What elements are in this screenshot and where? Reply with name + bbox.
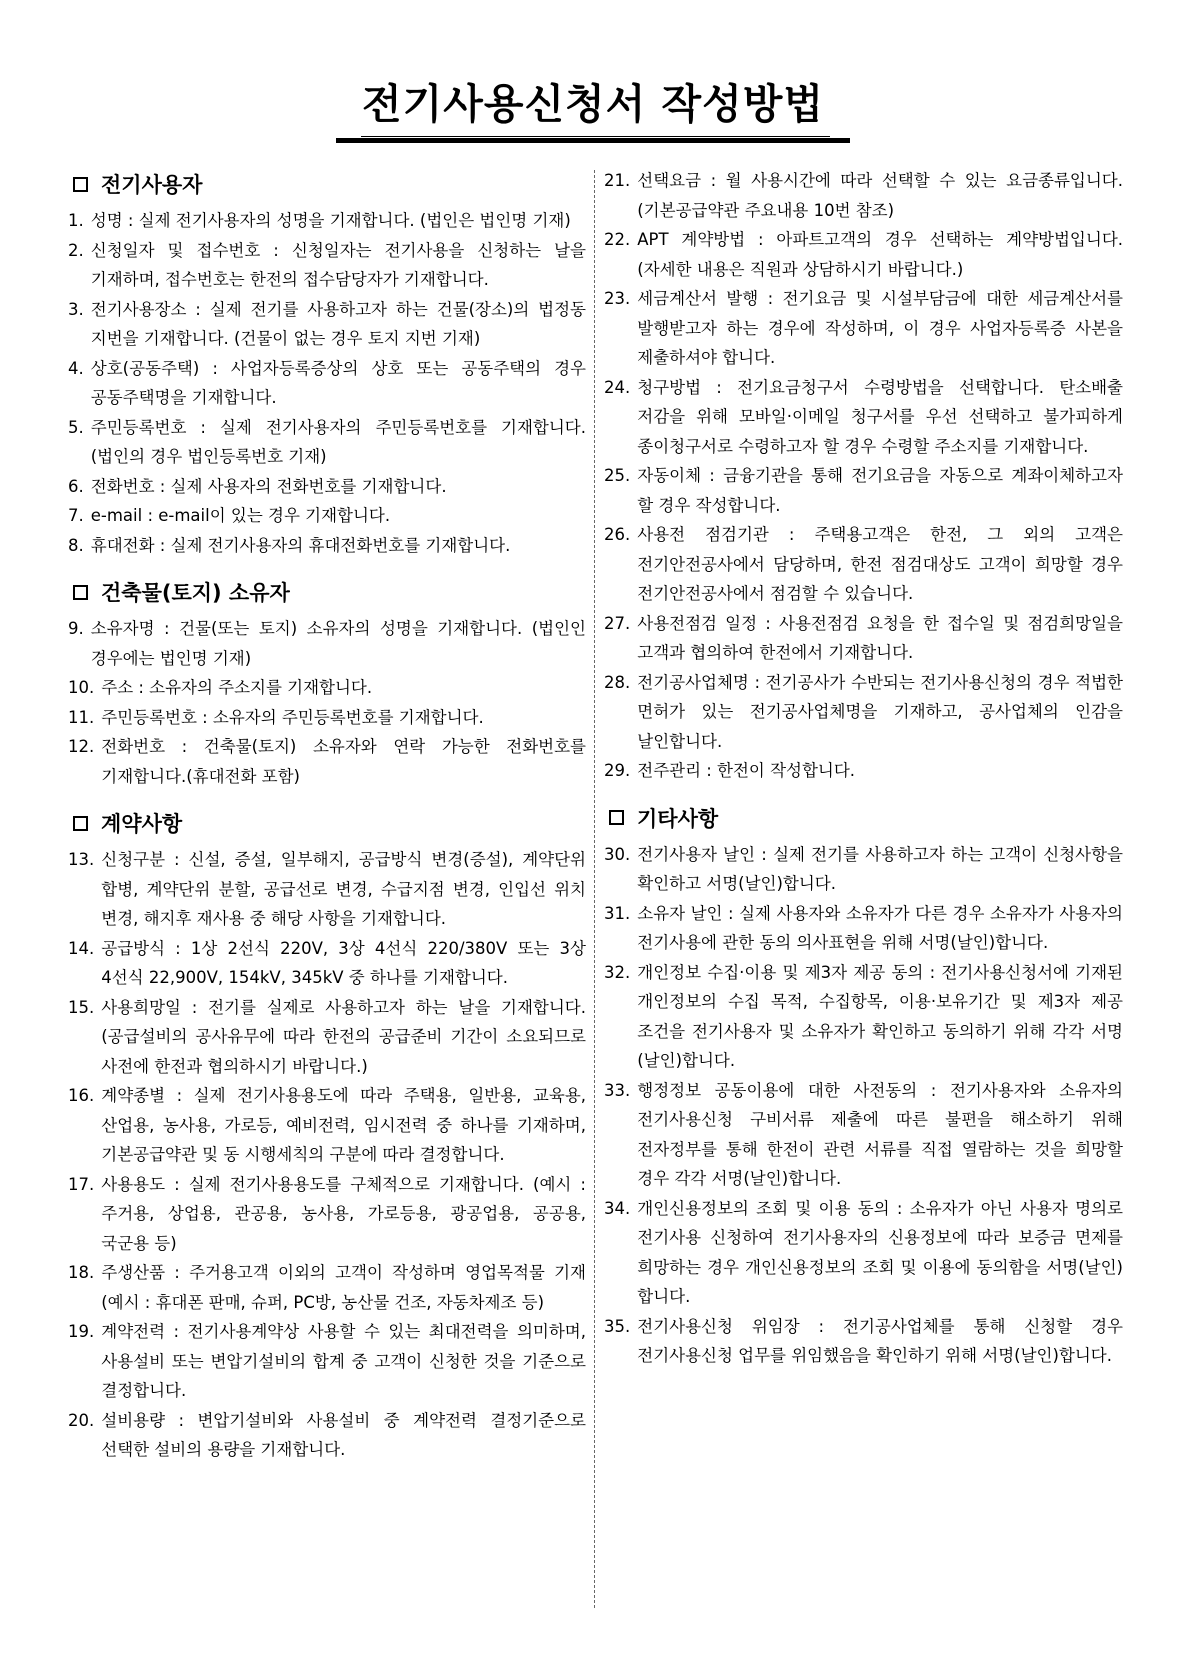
item-number: 17. — [68, 1174, 95, 1194]
list-item — [68, 1258, 586, 1317]
item-number: 25. — [604, 466, 631, 485]
document-title-wrap — [0, 78, 1186, 143]
item-text: 주민등록번호 : 소유자의 주민등록번호를 기재합니다. — [101, 707, 484, 727]
list-item — [68, 206, 586, 236]
item-number: 13. — [68, 850, 95, 869]
list-item — [604, 284, 1123, 373]
item-text: 청구방법 : 전기요금청구서 수령방법을 선택합니다. 탄소배출 저감을 위해 모바일·이메일 청구서를 우선 선택하고 불가피하게 종이청구서로 수령하고자 할 경우 수령할 주소지를 기재합니다. — [637, 377, 1123, 456]
item-text: 소유자 날인 : 실제 사용자와 소유자가 다른 경우 소유자가 사용자의 전기사용에 관한 동의 의사표현을 위해 서명(날인)합니다. — [637, 903, 1123, 952]
item-number: 28. — [604, 672, 631, 692]
list-item — [604, 1194, 1123, 1312]
item-text: 주생산품 : 주거용고객 이외의 고객이 작성하며 영업목적물 기재 (예시 : 휴대폰 판매, 슈퍼, PC방, 농산물 건조, 자동차제조 등) — [101, 1263, 586, 1312]
item-number: 15. — [68, 997, 95, 1017]
section-contract-items-right — [604, 166, 1123, 786]
section-owner-items — [68, 614, 586, 791]
title-underline — [361, 136, 830, 137]
list-item — [604, 1312, 1123, 1371]
item-text: 자동이체 : 금융기관을 통해 전기요금을 자동으로 계좌이체하고자 할 경우 작성합니다. — [637, 466, 1123, 515]
item-text: 전기사용장소 : 실제 전기를 사용하고자 하는 건물(장소)의 법정동 지번을 기재합니다. (건물이 없는 경우 토지 지번 기재) — [90, 299, 586, 348]
section-owner-heading — [68, 574, 586, 610]
list-item — [68, 472, 586, 502]
item-number: 14. — [68, 938, 95, 958]
item-text: 상호(공동주택) : 사업자등록증상의 상호 또는 공동주택의 경우 공동주택명을 기재합니다. — [90, 358, 586, 407]
item-text: 주민등록번호 : 실제 전기사용자의 주민등록번호를 기재합니다. (법인의 경우 법인등록번호 기재) — [90, 417, 586, 466]
item-number: 5. — [68, 417, 84, 437]
list-item — [68, 673, 586, 703]
item-text: 사용용도 : 실제 전기사용용도를 구체적으로 기재합니다. (예시 : 주거용, 상업용, 관공용, 농사용, 가로등용, 광공업용, 공공용, 국군용 등) — [101, 1174, 586, 1253]
list-item — [604, 166, 1123, 225]
item-text: 세금계산서 발행 : 전기요금 및 시설부담금에 대한 세금계산서를 발행받고자 하는 경우에 작성하며, 이 경우 사업자등록증 사본을 제출하셔야 합니다. — [637, 289, 1123, 367]
item-number: 6. — [68, 476, 84, 496]
item-text: 신청일자 및 접수번호 : 신청일자는 전기사용을 신청하는 날을 기재하며, 접수번호는 한전의 접수담당자가 기재합니다. — [90, 240, 586, 289]
item-text: 전화번호 : 건축물(토지) 소유자와 연락 가능한 전화번호를 기재합니다.(휴대전화 포함) — [101, 737, 586, 786]
list-item — [68, 1170, 586, 1259]
section-user-items — [68, 206, 586, 560]
left-column — [68, 166, 586, 1479]
list-item — [68, 354, 586, 413]
item-text: 계약전력 : 전기사용계약상 사용할 수 있는 최대전력을 의미하며, 사용설비 또는 변압기설비의 합계 중 고객이 신청한 것을 기준으로 결정합니다. — [101, 1322, 586, 1400]
item-text: 전기사용신청 위임장 : 전기공사업체를 통해 신청할 경우 전기사용신청 업무를 위임했음을 확인하기 위해 서명(날인)합니다. — [637, 1316, 1123, 1365]
section-user — [68, 166, 586, 560]
list-item — [68, 236, 586, 295]
section-heading-text: 건축물(토지) 소유자 — [101, 581, 290, 605]
item-text: 전주관리 : 한전이 작성합니다. — [637, 761, 856, 780]
item-number: 33. — [604, 1080, 631, 1100]
item-text: 전화번호 : 실제 사용자의 전화번호를 기재합니다. — [90, 476, 447, 496]
list-item — [68, 703, 586, 733]
item-number: 34. — [604, 1198, 631, 1218]
section-owner — [68, 574, 586, 791]
item-text: 설비용량 : 변압기설비와 사용설비 중 계약전력 결정기준으로 선택한 설비의 용량을 기재합니다. — [101, 1410, 586, 1459]
section-contract — [68, 805, 586, 1465]
section-contract-continued — [604, 166, 1123, 786]
item-number: 7. — [68, 506, 84, 525]
item-number: 4. — [68, 358, 84, 378]
list-item — [68, 1317, 586, 1406]
list-item — [68, 1406, 586, 1465]
item-text: 전기공사업체명 : 전기공사가 수반되는 전기사용신청의 경우 적법한 면허가 있는 전기공사업체명을 기재하고, 공사업체의 인감을 날인합니다. — [637, 672, 1123, 751]
item-text: 공급방식 : 1상 2선식 220V, 3상 4선식 220/380V 또는 3상 4선식 22,900V, 154kV, 345kV 중 하나를 기재합니다. — [101, 938, 586, 987]
list-item — [68, 845, 586, 934]
item-number: 1. — [68, 211, 84, 230]
section-contract-heading — [68, 805, 586, 841]
list-item — [604, 609, 1123, 668]
right-column — [604, 166, 1123, 1385]
list-item — [604, 461, 1123, 520]
section-other-heading — [604, 800, 1123, 836]
item-number: 29. — [604, 761, 631, 780]
item-number: 20. — [68, 1410, 95, 1430]
item-number: 19. — [68, 1322, 95, 1341]
item-text: 휴대전화 : 실제 전기사용자의 휴대전화번호를 기재합니다. — [90, 535, 511, 555]
checkbox-square-icon — [73, 177, 88, 192]
list-item — [68, 413, 586, 472]
item-text: 선택요금 : 월 사용시간에 따라 선택할 수 있는 요금종류입니다. (기본공급약관 주요내용 10번 참조) — [637, 171, 1123, 220]
list-item — [68, 1081, 586, 1170]
section-user-heading — [68, 166, 586, 202]
item-number: 8. — [68, 535, 84, 555]
checkbox-square-icon — [73, 816, 88, 831]
list-item — [68, 732, 586, 791]
item-number: 12. — [68, 737, 95, 756]
item-number: 35. — [604, 1316, 631, 1336]
section-contract-items-left — [68, 845, 586, 1465]
section-other-items — [604, 840, 1123, 1371]
list-item — [604, 756, 1123, 786]
item-text: 사용전점검 일정 : 사용전점검 요청을 한 접수일 및 점검희망일을 고객과 협의하여 한전에서 기재합니다. — [637, 613, 1123, 662]
item-text: 소유자명 : 건물(또는 토지) 소유자의 성명을 기재합니다. (법인인 경우에는 법인명 기재) — [90, 619, 586, 668]
item-number: 9. — [68, 619, 84, 638]
section-heading-text: 기타사항 — [637, 806, 719, 831]
item-text: 사용희망일 : 전기를 실제로 사용하고자 하는 날을 기재합니다. (공급설비의 공사유무에 따라 한전의 공급준비 기간이 소요되므로 사전에 한전과 협의하시기 바랍니다.) — [101, 997, 586, 1076]
item-text: 계약종별 : 실제 전기사용용도에 따라 주택용, 일반용, 교육용, 산업용, 농사용, 가로등, 예비전력, 임시전력 중 하나를 기재하며, 기본공급약관 및 동 시행세칙의 구분에 따라 결정합니다. — [101, 1086, 586, 1164]
item-number: 18. — [68, 1263, 95, 1282]
item-number: 26. — [604, 525, 631, 544]
column-divider — [594, 170, 595, 1608]
list-item — [604, 668, 1123, 757]
item-number: 10. — [68, 678, 95, 697]
item-number: 31. — [604, 903, 631, 923]
list-item — [604, 373, 1123, 462]
list-item — [604, 840, 1123, 899]
item-text: e-mail : e-mail이 있는 경우 기재합니다. — [90, 506, 391, 525]
item-text: 성명 : 실제 전기사용자의 성명을 기재합니다. (법인은 법인명 기재) — [90, 211, 571, 230]
list-item — [68, 531, 586, 561]
item-text: 신청구분 : 신설, 증설, 일부해지, 공급방식 변경(증설), 계약단위 합병, 계약단위 분할, 공급선로 변경, 수급지점 변경, 인입선 위치 변경, 해지후 재사용 중 해당 사항을 기재합니다. — [101, 850, 586, 928]
section-heading-text: 전기사용자 — [101, 173, 203, 197]
list-item — [604, 225, 1123, 284]
item-text: 개인정보 수집·이용 및 제3자 제공 동의 : 전기사용신청서에 기재된 개인정보의 수집 목적, 수집항목, 이용·보유기간 및 제3자 제공 조건을 전기사용자 및 소유자가 확인하고 동의하기 위해 각각 서명(날인)합니다. — [637, 962, 1123, 1070]
item-number: 21. — [604, 171, 631, 190]
item-text: 개인신용정보의 조회 및 이용 동의 : 소유자가 아닌 사용자 명의로 전기사용 신청하여 전기사용자의 신용정보에 따라 보증금 면제를 희망하는 경우 개인신용정보의 조회 및 이용에 동의함을 서명(날인)합니다. — [637, 1198, 1123, 1306]
item-text: 주소 : 소유자의 주소지를 기재합니다. — [101, 678, 373, 697]
list-item — [68, 501, 586, 531]
item-number: 16. — [68, 1086, 95, 1105]
item-number: 3. — [68, 299, 84, 319]
item-text: 행정정보 공동이용에 대한 사전동의 : 전기사용자와 소유자의 전기사용신청 구비서류 제출에 따른 불편을 해소하기 위해 전자정부를 통해 한전이 관련 서류를 직접 열람하는 것을 희망할 경우 각각 서명(날인)합니다. — [637, 1080, 1123, 1188]
item-number: 11. — [68, 707, 95, 727]
list-item — [604, 520, 1123, 609]
item-number: 22. — [604, 230, 631, 249]
item-text: 사용전 점검기관 : 주택용고객은 한전, 그 외의 고객은 전기안전공사에서 담당하며, 한전 점검대상도 고객이 희망할 경우 전기안전공사에서 점검할 수 있습니다. — [637, 525, 1123, 603]
list-item — [68, 295, 586, 354]
item-number: 24. — [604, 377, 631, 397]
item-text: 전기사용자 날인 : 실제 전기를 사용하고자 하는 고객이 신청사항을 확인하고 서명(날인)합니다. — [637, 844, 1123, 893]
list-item — [68, 993, 586, 1082]
item-number: 2. — [68, 240, 84, 260]
section-other — [604, 800, 1123, 1371]
list-item — [68, 934, 586, 993]
section-heading-text: 계약사항 — [101, 812, 183, 836]
list-item — [604, 1076, 1123, 1194]
checkbox-square-icon — [609, 810, 624, 825]
document-title: 전기사용신청서 작성방법 — [336, 78, 850, 143]
item-number: 27. — [604, 613, 631, 633]
item-text: APT 계약방법 : 아파트고객의 경우 선택하는 계약방법입니다. (자세한 내용은 직원과 상담하시기 바랍니다.) — [637, 230, 1123, 279]
item-number: 32. — [604, 962, 631, 982]
list-item — [604, 899, 1123, 958]
list-item — [68, 614, 586, 673]
item-number: 23. — [604, 289, 631, 308]
checkbox-square-icon — [73, 585, 88, 600]
item-number: 30. — [604, 844, 631, 864]
list-item — [604, 958, 1123, 1076]
